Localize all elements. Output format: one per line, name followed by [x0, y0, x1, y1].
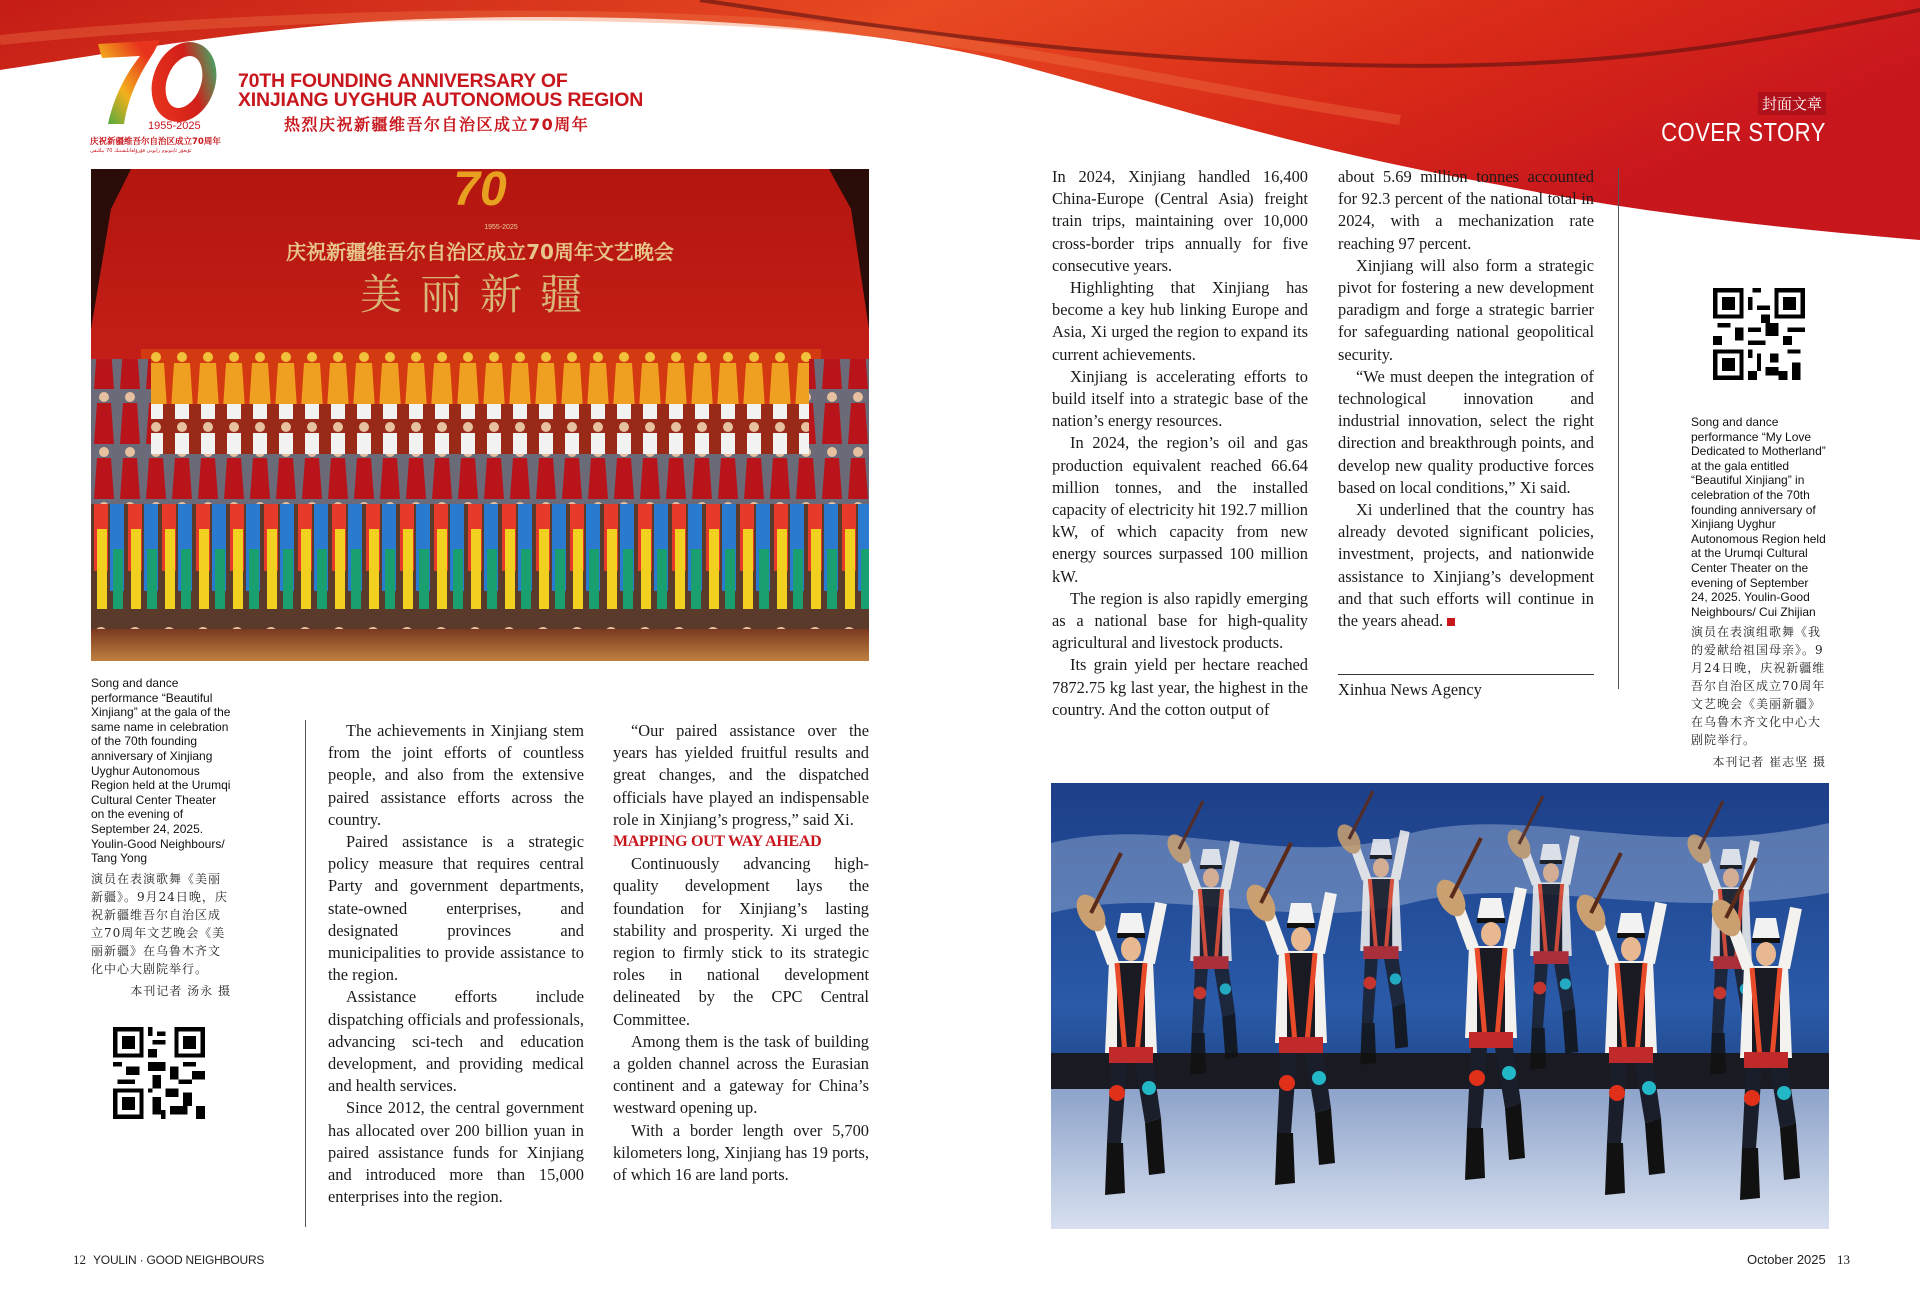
dancers-image [1051, 783, 1829, 1229]
paragraph: about 5.69 million tonnes accounted for 92.3 percent of the national total in 2024, with a mechanization rate reaching 97 percent. [1338, 167, 1594, 253]
article-column-4 [1338, 166, 1594, 632]
paragraph: “Our paired assistance over the years has yielded fruitful results and great changes, and the dispatched officials have played an indispensable role in Xinjiang’s progress,” said Xi. [613, 721, 869, 829]
section-subheading: MAPPING OUT WAY AHEAD [613, 833, 822, 851]
paragraph: Paired assistance is a strategic policy measure that requires central Party and government departments, state-owned enterprises, and designated provinces and municipalities to provide assistance to the region. [328, 832, 584, 985]
anniversary-logo [88, 36, 221, 156]
article-column-1 [328, 720, 584, 1208]
paragraph: Xinjiang is accelerating efforts to build itself into a strategic base of the nation’s energy resources. [1052, 366, 1308, 431]
column-rule-right [1618, 168, 1619, 689]
paragraph [1338, 499, 1594, 632]
paragraph: In 2024, the region’s oil and gas production equivalent reached 66.64 million tonnes, and the installed capacity of electricity hit 192.7 million kW, of which capacity from new energy sources surpassed 100 million kW. [1052, 433, 1308, 586]
gala-banner-chinese: 庆祝新疆维吾尔自治区成立70周年文艺晚会 [286, 240, 674, 264]
paragraph: The region is also rapidly emerging as a national base for high-quality agricultural and livestock products. [1052, 588, 1308, 653]
paragraph: “We must deepen the integration of technological innovation and industrial innovation, select the right direction and breakthrough points, and develop new quality productive forces based on local conditions,” Xi said. [1338, 366, 1594, 497]
seventy-logo-icon [88, 36, 218, 126]
paragraph: In 2024, Xinjiang handled 16,400 China-Europe (Central Asia) freight train trips, maintaining over 10,000 cross-border trips annually for five consecutive years. [1052, 167, 1308, 275]
logo-uyghur-caption: ئۇيغۇر ئاپتونوم رايونى قۇرۇلغانلىقىنىڭ 70 يىللىقى [90, 148, 192, 154]
header-title-chinese: 热烈庆祝新疆维吾尔自治区成立70周年 [284, 115, 590, 134]
article-column-2 [613, 720, 869, 1186]
qr-code-icon[interactable] [1713, 288, 1805, 380]
section-label [1632, 92, 1826, 148]
logo-years: 1955-2025 [148, 120, 201, 132]
caption-right-chinese: 演员在表演组歌舞《我的爱献给祖国母亲》。9月24日晚，庆祝新疆维吾尔自治区成立70周年文艺晚会《美丽新疆》在乌鲁木齐文化中心大剧院举行。 [1691, 625, 1826, 748]
byline: Xinhua News Agency [1338, 680, 1482, 699]
paragraph: Continuously advancing high-quality development lays the foundation for Xinjiang’s lasting stability and prosperity. Xi urged the region to firmly stick to its strategic roles in national development delineated by the CPC Central Committee. [613, 854, 869, 1029]
magazine-name: YOULIN · GOOD NEIGHBOURS [93, 1253, 265, 1267]
paragraph: Since 2012, the central government has allocated over 200 billion yuan in paired assistance funds for Xinjiang and introduced more than 15,000 enterprises into the region. [328, 1098, 584, 1207]
qr-code-icon[interactable] [113, 1027, 205, 1119]
caption-left-credit: 本刊记者 汤永 摄 [130, 983, 231, 998]
logo-chinese-caption: 庆祝新疆维吾尔自治区成立70周年 [90, 137, 221, 147]
caption-right-credit: 本刊记者 崔志坚 摄 [1712, 755, 1826, 770]
article-column-3 [1052, 166, 1308, 721]
section-label-chinese: 封面文章 [1758, 92, 1826, 115]
paragraph: With a border length over 5,700 kilometers long, Xinjiang has 19 ports, of which 16 are land ports. [613, 1120, 869, 1185]
paragraph-text: Xi underlined that the country has already devoted significant policies, investment, projects, and nationwide assistance to Xinjiang’s development and that such efforts will continue in the years ahead. [1338, 500, 1594, 631]
paragraph: Among them is the task of building a golden channel across the Eurasian continent and a gateway for China’s westward opening up. [613, 1031, 869, 1118]
caption-left-chinese: 演员在表演歌舞《美丽新疆》。9月24日晚，庆祝新疆维吾尔自治区成立70周年文艺晚会《美丽新疆》在乌鲁木齐文化中心大剧院举行。 [91, 871, 228, 976]
column-rule-left [305, 720, 306, 1227]
dance-photo [1051, 783, 1829, 1229]
photo-caption-right [1691, 415, 1826, 771]
header-title-line2: XINJIANG UYGHUR AUTONOMOUS REGION [238, 89, 644, 111]
footer-right [1747, 1252, 1850, 1268]
page-number-left: 12 [73, 1252, 86, 1267]
paragraph: Xinjiang will also form a strategic pivot for fostering a new development paradigm and forge a strategic barrier for safeguarding national geopolitical security. [1338, 255, 1594, 364]
paragraph: Highlighting that Xinjiang has become a key hub linking Europe and Asia, Xi urged the region to expand its current achievements. [1052, 278, 1308, 364]
gala-stage-image [91, 169, 869, 661]
paragraph: Assistance efforts include dispatching officials and professionals, advancing sci-tech and education development, and providing medical and health services. [328, 987, 584, 1096]
end-mark-icon [1447, 618, 1455, 626]
page-number-right: 13 [1837, 1252, 1850, 1267]
paragraph: Its grain yield per hectare reached 7872.75 kg last year, the highest in the country. And the cotton output of [1052, 655, 1308, 719]
caption-left-english: Song and dance performance “Beautiful Xinjiang” at the gala of the same name in celebration of the 70th founding anniversary of Xinjiang Uyghur Autonomous Region held at the Urumqi Cultural Center Theater on the evening of September 24, 2025. Youlin-Good Neighbours/ Tang Yong [91, 676, 231, 866]
gala-banner-title: 美丽新疆 [359, 270, 601, 319]
caption-right-english: Song and dance performance “My Love Dedicated to Motherland” at the gala entitled “Beautiful Xinjiang” in celebration of the 70th founding anniversary of Xinjiang Uyghur Autonomous Region held at the Urumqi Cultural Center Theater on the evening of September 24, 2025. Youlin-Good Neighbours/ Cui Zhijian [1691, 415, 1826, 619]
gala-banner-number: 70 [453, 169, 507, 216]
photo-caption-left [91, 676, 231, 1000]
gala-banner-years: 1955-2025 [484, 224, 518, 231]
header-title [238, 72, 643, 135]
issue-date: October 2025 [1746, 1252, 1826, 1267]
byline-divider [1338, 674, 1594, 675]
section-label-english: COVER STORY [1661, 117, 1826, 147]
footer-left [73, 1252, 264, 1268]
header-title-line1: 70TH FOUNDING ANNIVERSARY OF [238, 70, 568, 92]
gala-photo [91, 169, 869, 661]
paragraph: The achievements in Xinjiang stem from the joint efforts of countless people, and also from the extensive paired assistance efforts across the country. [328, 721, 584, 829]
